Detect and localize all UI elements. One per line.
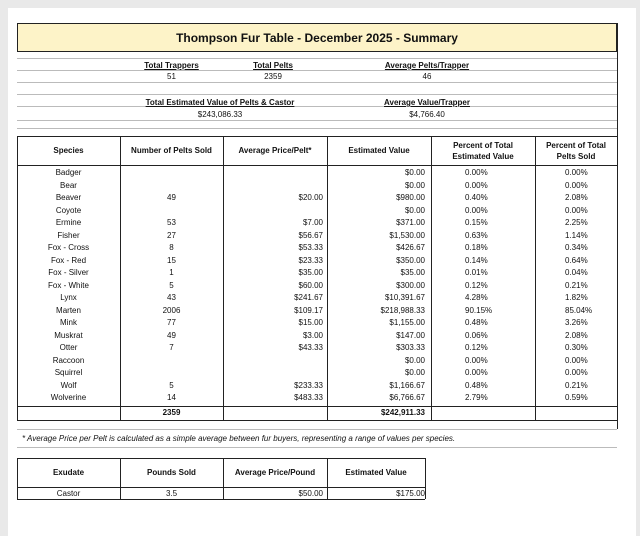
table-cell-pct_value: 0.00%	[465, 180, 488, 190]
table-cell-pct_pelts: 1.14%	[565, 230, 588, 240]
table-cell-pct_pelts: 0.00%	[565, 355, 588, 365]
avg-pelts-label: Average Pelts/Trapper	[384, 61, 470, 70]
table-cell-pelts: 5	[169, 380, 174, 390]
avg-pelts-value: 46	[422, 72, 432, 81]
table-cell-pelts	[120, 167, 223, 180]
table-cell-value: $980.00	[396, 193, 425, 202]
table-cell-species: Fox - Silver	[48, 268, 89, 277]
table-cell-species: Bear	[60, 180, 77, 190]
total-value-cell: $242,911.33	[380, 408, 425, 417]
col-border	[431, 136, 432, 420]
table-cell-pct_value: 4.28%	[465, 293, 488, 302]
col-header-est-value: Estimated Value	[348, 146, 410, 155]
table-cell-value: $6,766.67	[389, 393, 425, 402]
table-cell-pct_pelts: 85.04%	[565, 305, 593, 315]
table-cell-price: $233.33	[294, 380, 323, 390]
table-cell-pelts	[120, 355, 223, 368]
total-trappers-label: Total Trappers	[144, 61, 199, 70]
grid-line	[17, 447, 617, 448]
table-cell-species: Raccoon	[52, 355, 85, 365]
table-cell-value: $0.00	[404, 180, 425, 190]
table-cell-value: $1,155.00	[389, 318, 425, 327]
table-cell-price: $241.67	[294, 293, 323, 302]
table-cell-price	[223, 367, 323, 380]
table-cell-pct_value: 0.12%	[465, 343, 488, 352]
table-cell-pct_value: 0.18%	[465, 243, 488, 252]
total-trappers-value: 51	[167, 72, 176, 81]
col-header-pct-pelts: Percent of Total Pelts Sold	[546, 140, 606, 161]
table-cell-pct_value: 0.06%	[465, 330, 488, 340]
table-cell-value: $10,391.67	[384, 293, 425, 302]
table-cell-species: Marten	[56, 305, 81, 315]
table-cell-price: $3.00	[302, 330, 323, 340]
grid-line	[17, 58, 617, 59]
table-cell-price: $43.33	[298, 343, 323, 352]
col-header-species: Species	[53, 146, 84, 155]
table-cell-pelts: 43	[167, 293, 176, 302]
table-cell-species: Muskrat	[54, 330, 83, 340]
table-cell-value: $0.00	[404, 368, 425, 377]
table-cell-pelts: 49	[167, 330, 176, 340]
table-cell-price: $20.00	[298, 193, 323, 202]
col-border	[425, 458, 426, 499]
exudate-header: Exudate	[52, 468, 85, 477]
table-cell-value: $426.67	[396, 243, 425, 252]
table-cell-pct_value: 0.40%	[465, 193, 488, 202]
table-cell-pct_pelts: 2.08%	[565, 193, 588, 202]
exudate-name: Castor	[56, 489, 81, 498]
table-cell-pelts: 5	[169, 280, 174, 290]
exudate-value: $175.00	[396, 489, 425, 498]
table-cell-value: $0.00	[404, 355, 425, 365]
table-cell-pct_pelts: 2.08%	[565, 330, 588, 340]
grid-line	[17, 82, 617, 83]
total-pelts-value: 2359	[264, 72, 282, 81]
table-bottom-border	[17, 420, 617, 421]
avg-value-label: Average Value/Trapper	[384, 98, 470, 107]
grid-line	[17, 429, 617, 430]
total-pelts-label: Total Pelts	[253, 61, 293, 70]
table-cell-pct_pelts: 1.82%	[565, 293, 588, 302]
table-cell-price	[223, 205, 323, 218]
table-cell-pct_value: 0.14%	[465, 255, 488, 265]
table-cell-species: Fisher	[57, 230, 80, 240]
grid-line	[17, 128, 617, 129]
col-header-num-pelts: Number of Pelts Sold	[131, 146, 212, 155]
total-value-value: $243,086.33	[197, 110, 243, 119]
total-pelts-cell: 2359	[162, 408, 181, 417]
table-cell-price: $56.67	[298, 230, 323, 240]
table-cell-pelts: 14	[167, 393, 176, 402]
exudate-pounds: 3.5	[165, 489, 178, 498]
table-cell-value: $303.33	[396, 343, 425, 352]
table-cell-pct_pelts: 0.00%	[565, 205, 588, 215]
table-cell-pelts: 1	[169, 268, 174, 277]
table-cell-pct_pelts: 0.34%	[565, 243, 588, 252]
table-cell-pct_value: 2.79%	[465, 393, 488, 402]
table-cell-pct_value: 0.48%	[465, 380, 488, 390]
table-cell-pelts: 8	[169, 243, 174, 252]
grid-line	[17, 70, 617, 71]
table-cell-species: Ermine	[55, 218, 82, 227]
table-cell-price: $23.33	[298, 255, 323, 265]
table-cell-pelts: 27	[167, 230, 176, 240]
table-cell-pct_pelts: 3.26%	[565, 318, 588, 327]
grid-line	[17, 120, 617, 121]
table-cell-price: $109.17	[294, 305, 323, 315]
table-cell-pelts: 7	[169, 343, 174, 352]
col-header-avg-price: Average Price/Pelt*	[238, 146, 312, 155]
table-cell-value: $350.00	[396, 255, 425, 265]
grid-line	[17, 94, 617, 95]
table-cell-pelts: 53	[167, 218, 176, 227]
table-cell-price: $15.00	[298, 318, 323, 327]
table-cell-price: $53.33	[298, 243, 323, 252]
table-cell-pelts: 77	[167, 318, 176, 327]
pounds-header: Pounds Sold	[147, 468, 196, 477]
table-cell-species: Beaver	[55, 193, 82, 202]
exudate-value-header: Estimated Value	[345, 468, 407, 477]
table-cell-pelts: 15	[167, 255, 176, 265]
table-cell-value: $35.00	[400, 268, 425, 277]
table-cell-pct_value: 0.00%	[465, 368, 488, 377]
table-cell-pct_pelts: 0.59%	[565, 393, 588, 402]
col-header-pct-value: Percent of Total Estimated Value	[452, 140, 514, 161]
table-cell-value: $1,166.67	[389, 380, 425, 390]
table-cell-price	[223, 355, 323, 368]
table-cell-value: $0.00	[404, 205, 425, 215]
table-cell-pct_pelts: 0.00%	[565, 168, 588, 177]
table-cell-pct_pelts: 0.30%	[565, 343, 588, 352]
table-cell-pelts: 2006	[162, 305, 181, 315]
table-cell-pct_value: 0.12%	[465, 280, 488, 290]
avg-value-value: $4,766.40	[409, 110, 445, 119]
table-cell-price: $483.33	[294, 393, 323, 402]
price-pound-header: Average Price/Pound	[234, 468, 316, 477]
table-cell-value: $147.00	[396, 330, 425, 340]
footnote: * Average Price per Pelt is calculated as a simple average between fur buyers, representing a range of values per species.	[22, 434, 456, 443]
table-cell-species: Fox - White	[48, 280, 89, 290]
table-cell-value: $300.00	[396, 280, 425, 290]
table-cell-price	[223, 167, 323, 180]
table-cell-pct_value: 0.00%	[465, 355, 488, 365]
table-cell-pct_value: 0.48%	[465, 318, 488, 327]
table-cell-pct_pelts: 0.04%	[565, 268, 588, 277]
exudate-price: $50.00	[298, 489, 323, 498]
table-cell-pct_pelts: 0.00%	[565, 180, 588, 190]
table-cell-pelts	[120, 367, 223, 380]
table-cell-pelts	[120, 180, 223, 193]
table-cell-species: Wolverine	[50, 393, 87, 402]
table-cell-value: $1,530.00	[389, 230, 425, 240]
table-cell-price	[223, 180, 323, 193]
table-cell-value: $371.00	[396, 218, 425, 227]
table-cell-species: Badger	[55, 168, 82, 177]
table-cell-pct_value: 0.00%	[465, 168, 488, 177]
page-title: Thompson Fur Table - December 2025 - Summary	[17, 23, 617, 52]
table-cell-value: $218,988.33	[380, 305, 425, 315]
table-cell-price: $7.00	[302, 218, 323, 227]
table-cell-pct_value: 90.15%	[465, 305, 493, 315]
table-cell-species: Lynx	[60, 293, 77, 302]
table-cell-value: $0.00	[404, 168, 425, 177]
table-cell-price: $60.00	[298, 280, 323, 290]
total-top-border	[17, 406, 617, 407]
table-cell-species: Squirrel	[54, 368, 83, 377]
table-cell-pct_pelts: 0.21%	[565, 380, 588, 390]
table-cell-pelts	[120, 205, 223, 218]
table-cell-pct_pelts: 0.21%	[565, 280, 588, 290]
col-border	[617, 23, 618, 429]
table-cell-pct_pelts: 0.64%	[565, 255, 588, 265]
table-cell-pct_value: 0.63%	[465, 230, 488, 240]
table-cell-species: Mink	[60, 318, 77, 327]
table-cell-pct_value: 0.15%	[465, 218, 488, 227]
table-cell-species: Coyote	[55, 205, 82, 215]
table-cell-pct_pelts: 0.00%	[565, 368, 588, 377]
table-cell-species: Wolf	[60, 380, 77, 390]
table-cell-species: Fox - Cross	[47, 243, 90, 252]
table-cell-price: $35.00	[298, 268, 323, 277]
header-bottom-border	[17, 165, 617, 166]
table-cell-pct_pelts: 2.25%	[565, 218, 588, 227]
table-cell-species: Fox - Red	[50, 255, 87, 265]
total-value-label: Total Estimated Value of Pelts & Castor	[145, 98, 295, 107]
table-cell-species: Otter	[59, 343, 78, 352]
table-cell-pelts: 49	[167, 193, 176, 202]
table-cell-pct_value: 0.01%	[465, 268, 488, 277]
table-cell-pct_value: 0.00%	[465, 205, 488, 215]
